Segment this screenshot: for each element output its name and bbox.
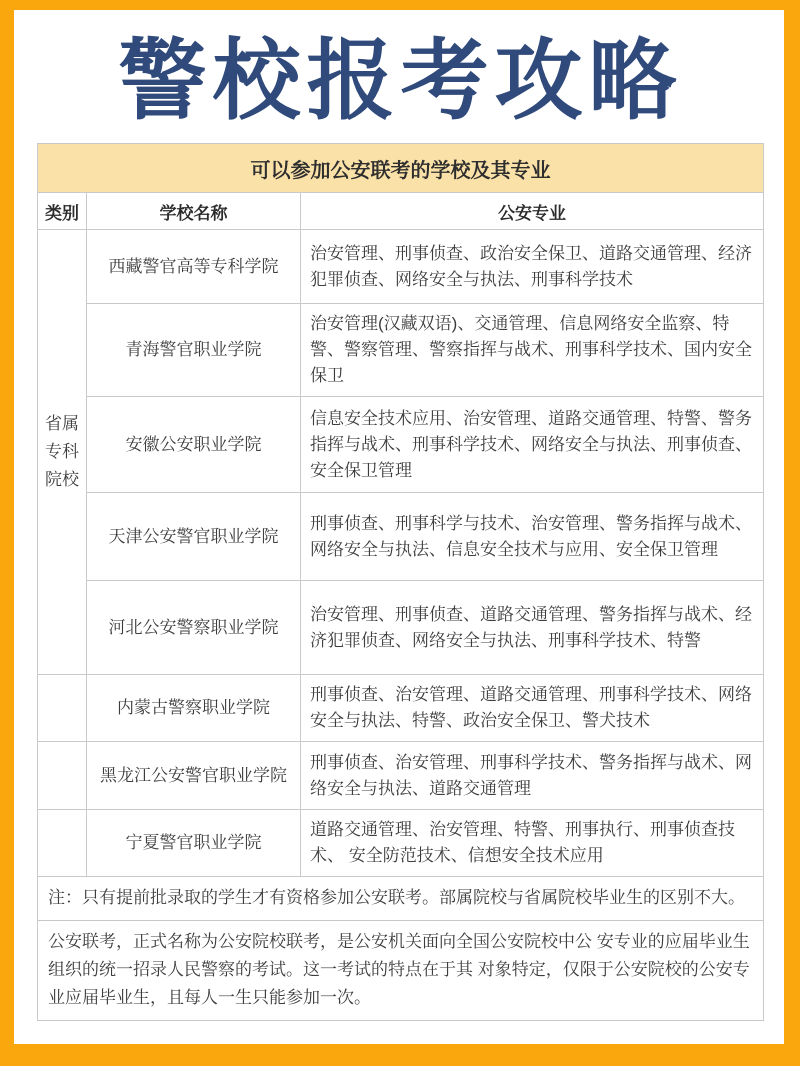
majors-cell: 道路交通管理、治安管理、特警、刑事执行、刑事侦查技术、 安全防范技术、信想安全技术应用 — [301, 810, 764, 877]
schools-table — [37, 192, 764, 877]
page-title: 警校报考攻略 — [118, 31, 683, 130]
school-name-cell: 黑龙江公安警官职业学院 — [87, 742, 301, 810]
majors-cell: 刑事侦查、治安管理、道路交通管理、刑事科学技术、网络 安全与执法、特警、政治安全保卫、警犬技术 — [301, 675, 764, 742]
majors-cell: 治安管理、刑事侦查、道路交通管理、警务指挥与战术、经 济犯罪侦查、网络安全与执法、刑事科学技术、特警 — [301, 581, 764, 675]
majors-cell: 治安管理、刑事侦查、政治安全保卫、道路交通管理、经济 犯罪侦查、网络安全与执法、刑事科学技术 — [301, 230, 764, 304]
school-name-cell: 安徽公安职业学院 — [87, 397, 301, 493]
majors-cell: 治安管理(汉藏双语)、交通管理、信息网络安全监察、特警、警察管理、警察指挥与战术、刑事科学技术、国内安全保卫 — [301, 304, 764, 397]
category-cell: 省属专科院校 — [38, 230, 87, 675]
category-cell-empty — [38, 742, 87, 810]
table-row — [38, 493, 764, 581]
school-name-cell: 青海警官职业学院 — [87, 304, 301, 397]
header-school-name: 学校名称 — [87, 193, 301, 230]
banner-heading: 可以参加公安联考的学校及其专业 — [37, 143, 764, 193]
table-row — [38, 581, 764, 675]
majors-cell: 信息安全技术应用、治安管理、道路交通管理、特警、警务 指挥与战术、刑事科学技术、网络安全与执法、刑事侦查、 安全保卫管理 — [301, 397, 764, 493]
table-row — [38, 304, 764, 397]
category-cell-empty — [38, 675, 87, 742]
school-name-cell: 内蒙古警察职业学院 — [87, 675, 301, 742]
note-eligibility: 注：只有提前批录取的学生才有资格参加公安联考。部属院校与省属院校毕业生的区别不大。 — [37, 876, 764, 921]
note-exam-description: 公安联考，正式名称为公安院校联考，是公安机关面向全国公安院校中公 安专业的应届毕业生组织的统一招录人民警察的考试。这一考试的特点在于其 对象特定，仅限于公安院校的公安专业应届毕业生，且每人一生只能参加一次。 — [37, 920, 764, 1021]
table-row — [38, 397, 764, 493]
majors-cell: 刑事侦查、刑事科学与技术、治安管理、警务指挥与战术、 网络安全与执法、信息安全技术与应用、安全保卫管理 — [301, 493, 764, 581]
majors-cell: 刑事侦查、治安管理、刑事科学技术、警务指挥与战术、网 络安全与执法、道路交通管理 — [301, 742, 764, 810]
header-majors: 公安专业 — [301, 193, 764, 230]
school-name-cell: 天津公安警官职业学院 — [87, 493, 301, 581]
header-category: 类别 — [38, 193, 87, 230]
table-header-row — [38, 193, 764, 230]
table-row — [38, 675, 764, 742]
category-cell-empty — [38, 810, 87, 877]
table-row — [38, 742, 764, 810]
table-row — [38, 810, 764, 877]
table-row — [38, 230, 764, 304]
school-name-cell: 河北公安警察职业学院 — [87, 581, 301, 675]
school-name-cell: 宁夏警官职业学院 — [87, 810, 301, 877]
school-name-cell: 西藏警官高等专科学院 — [87, 230, 301, 304]
